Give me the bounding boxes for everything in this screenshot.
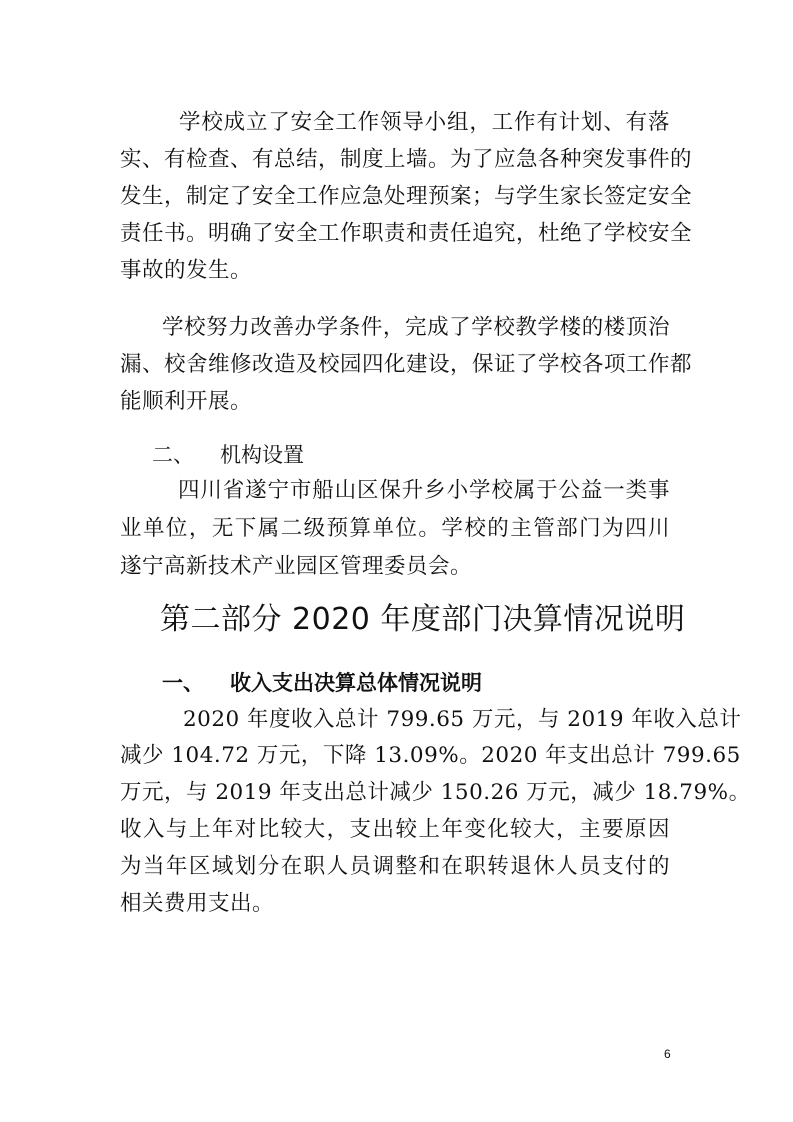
text-line: 收入与上年对比较大，支出较上年变化较大，主要原因 bbox=[120, 817, 670, 842]
part-title: 第二部分 2020 年度部门决算情况说明 bbox=[160, 602, 686, 637]
text-line: 减少 104.72 万元，下降 13.09%。2020 年支出总计 799.65 bbox=[120, 743, 741, 768]
text-line: 发生，制定了安全工作应急处理预案；与学生家长签定安全 bbox=[120, 184, 693, 209]
text-line: 责任书。明确了安全工作职责和责任追究，杜绝了学校安全 bbox=[120, 221, 693, 246]
text-line: 业单位，无下属二级预算单位。学校的主管部门为四川 bbox=[120, 516, 670, 541]
text-line: 相关费用支出。 bbox=[120, 891, 275, 916]
text-line: 学校成立了安全工作领导小组，工作有计划、有落 bbox=[179, 110, 670, 135]
section-title: 收入支出决算总体情况说明 bbox=[230, 671, 482, 695]
text-line: 实、有检查、有总结，制度上墙。为了应急各种突发事件的 bbox=[120, 147, 693, 172]
text-line: 漏、校舍维修改造及校园四化建设，保证了学校各项工作都 bbox=[120, 352, 693, 377]
page-number: 6 bbox=[664, 1047, 671, 1061]
text-line: 事故的发生。 bbox=[120, 258, 253, 283]
section-heading-income bbox=[162, 668, 482, 698]
section-title: 机构设置 bbox=[220, 443, 304, 467]
text-line: 四川省遂宁市船山区保升乡小学校属于公益一类事 bbox=[178, 478, 670, 503]
section-number: 一、 bbox=[162, 671, 204, 695]
text-line: 遂宁高新技术产业园区管理委员会。 bbox=[120, 554, 473, 579]
text-line: 万元，与 2019 年支出总计减少 150.26 万元，减少 18.79%。 bbox=[120, 780, 751, 805]
section-number: 二、 bbox=[152, 443, 194, 467]
text-line: 学校努力改善办学条件，完成了学校教学楼的楼顶治 bbox=[162, 315, 670, 340]
text-line: 2020 年度收入总计 799.65 万元，与 2019 年收入总计 bbox=[183, 707, 742, 732]
text-line: 为当年区域划分在职人员调整和在职转退休人员支付的 bbox=[120, 854, 670, 879]
text-line: 能顺利开展。 bbox=[120, 389, 253, 414]
section-heading-org bbox=[152, 440, 304, 470]
